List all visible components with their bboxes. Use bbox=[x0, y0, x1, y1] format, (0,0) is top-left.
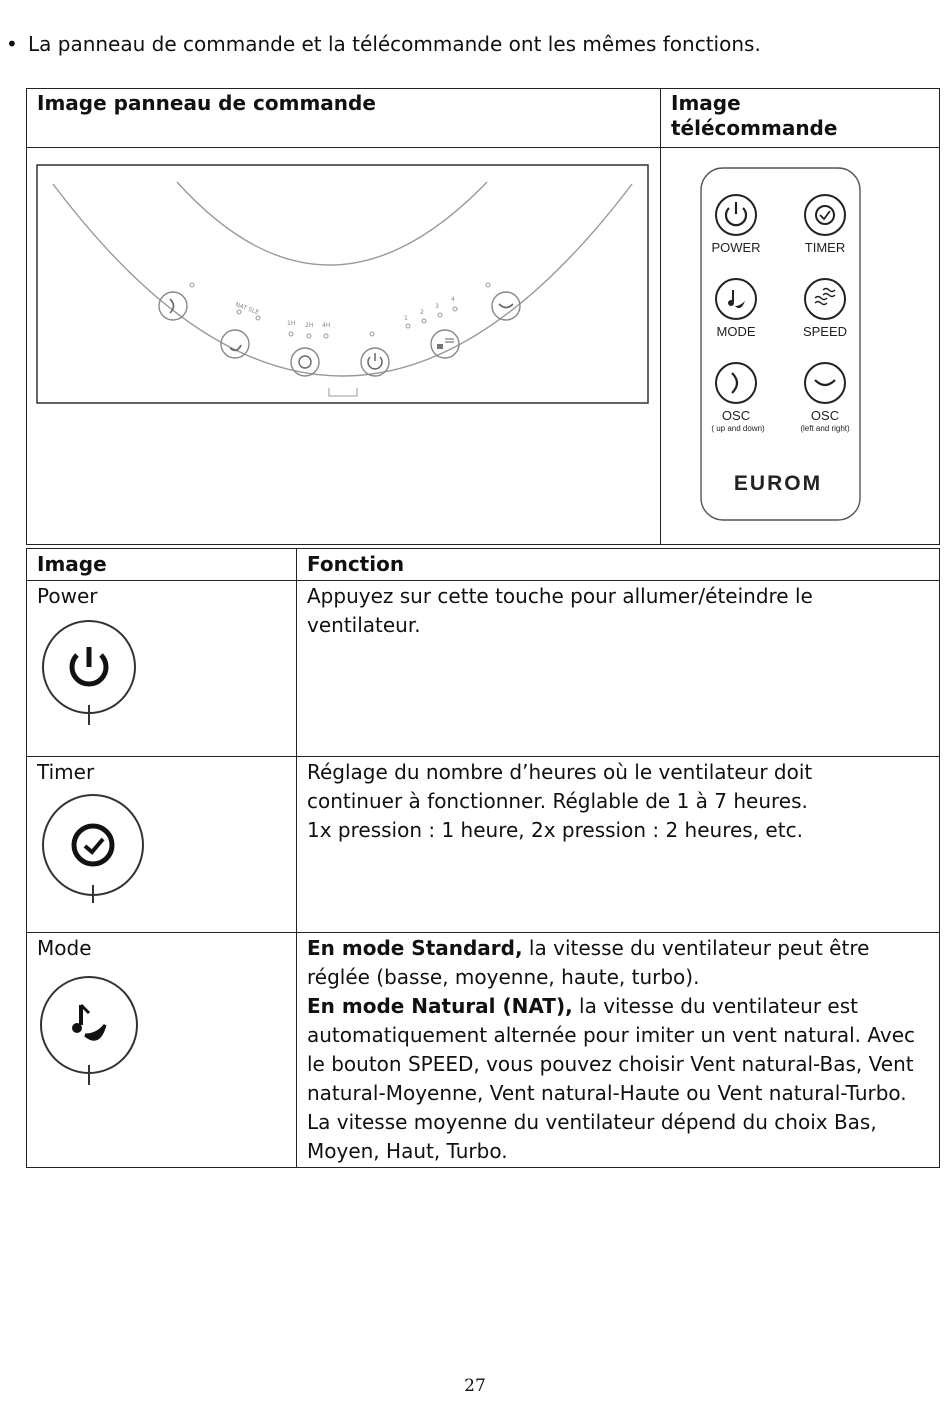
remote-osc-vertical-label: OSC bbox=[721, 408, 751, 423]
panel-label-1: 1 bbox=[404, 315, 408, 322]
remote-power-button bbox=[711, 195, 760, 255]
panel-label-4h: 4H bbox=[322, 322, 331, 329]
panel-osc-horizontal-button bbox=[486, 283, 520, 320]
panel-label-2h: 2H bbox=[305, 322, 314, 329]
timer-row-description bbox=[297, 757, 940, 933]
panel-label-nat-sle: NAT SLE bbox=[234, 301, 260, 317]
panel-osc-vertical-button bbox=[159, 283, 194, 320]
functions-table bbox=[26, 548, 940, 1168]
remote-mode-button bbox=[716, 279, 756, 339]
remote-power-label: POWER bbox=[711, 240, 761, 255]
timer-desc-line3: 1x pression : 1 heure, 2x pression : 2 heures, etc. bbox=[307, 818, 803, 842]
timer-icon bbox=[37, 793, 152, 905]
control-panel-cell bbox=[27, 148, 661, 545]
panel-power-button bbox=[361, 332, 389, 376]
timer-row-name: Timer bbox=[37, 760, 95, 784]
mode-natural-label: En mode Natural (NAT), bbox=[307, 994, 573, 1018]
control-panel-illustration bbox=[27, 148, 660, 544]
timer-row-image bbox=[27, 757, 297, 933]
power-row-image bbox=[27, 581, 297, 757]
mode-standard-text: la vitesse du ventilateur peut être réglée (basse, moyenne, haute, turbo). bbox=[307, 936, 870, 989]
function-col-header: Fonction bbox=[297, 549, 940, 581]
bullet-icon: • bbox=[6, 32, 18, 56]
eurom-logo: EUROM bbox=[733, 472, 823, 495]
panel-label-2: 2 bbox=[420, 309, 424, 316]
remote-osc-vertical-sub: ( up and down) bbox=[711, 424, 765, 433]
power-icon bbox=[37, 617, 147, 727]
remote-control-cell bbox=[661, 148, 940, 545]
images-table bbox=[26, 88, 940, 545]
mode-row-image bbox=[27, 933, 297, 1168]
panel-mode-button bbox=[221, 301, 260, 358]
intro-text: La panneau de commande et la télécommande ont les mêmes fonctions. bbox=[28, 32, 761, 56]
remote-osc-horizontal-label: OSC bbox=[810, 408, 840, 423]
timer-desc-line1: Réglage du nombre d’heures où le ventilateur doit bbox=[307, 760, 813, 784]
remote-timer-label: TIMER bbox=[804, 240, 846, 255]
remote-osc-horizontal-sub: (left and right) bbox=[800, 424, 850, 433]
remote-mode-label: MODE bbox=[716, 324, 756, 339]
remote-osc-vertical-button bbox=[711, 363, 765, 433]
panel-timer-button bbox=[287, 320, 330, 376]
image-col-header: Image bbox=[27, 549, 297, 581]
remote-osc-horizontal-button bbox=[800, 363, 850, 433]
panel-header: Image panneau de commande bbox=[27, 89, 661, 148]
remote-header-line1: Image bbox=[671, 91, 741, 115]
panel-label-3: 3 bbox=[435, 303, 439, 310]
timer-desc-line2: continuer à fonctionner. Réglable de 1 à 7 heures. bbox=[307, 789, 808, 813]
panel-label-1h: 1H bbox=[287, 320, 296, 327]
remote-speed-label: SPEED bbox=[802, 324, 848, 339]
mode-natural-text: la vitesse du ventilateur est automatiquement alternée pour imiter un vent natural. Avec le bouton SPEED, vous pouvez choisir Vent natural-Bas, Vent natural-Moyenne, Vent natural-Haute ou Vent natural-Turbo. La vitesse moyenne du ventilateur dépend du choix Bas, Moyen, Haut, Turbo. bbox=[307, 994, 916, 1163]
panel-label-4: 4 bbox=[451, 296, 455, 303]
mode-icon bbox=[37, 975, 149, 1091]
remote-control-illustration bbox=[661, 148, 939, 544]
mode-row-name: Mode bbox=[37, 936, 92, 960]
remote-timer-button bbox=[805, 195, 845, 255]
power-row-name: Power bbox=[37, 584, 98, 608]
page-number: 27 bbox=[464, 1376, 486, 1396]
power-row-description: Appuyez sur cette touche pour allumer/éteindre le ventilateur. bbox=[297, 581, 940, 757]
remote-speed-button bbox=[803, 279, 847, 339]
mode-row-description bbox=[297, 933, 940, 1168]
intro-bullet bbox=[6, 30, 761, 58]
mode-standard-label: En mode Standard, bbox=[307, 936, 523, 960]
remote-header bbox=[661, 89, 940, 148]
remote-header-line2: télécommande bbox=[671, 116, 838, 140]
